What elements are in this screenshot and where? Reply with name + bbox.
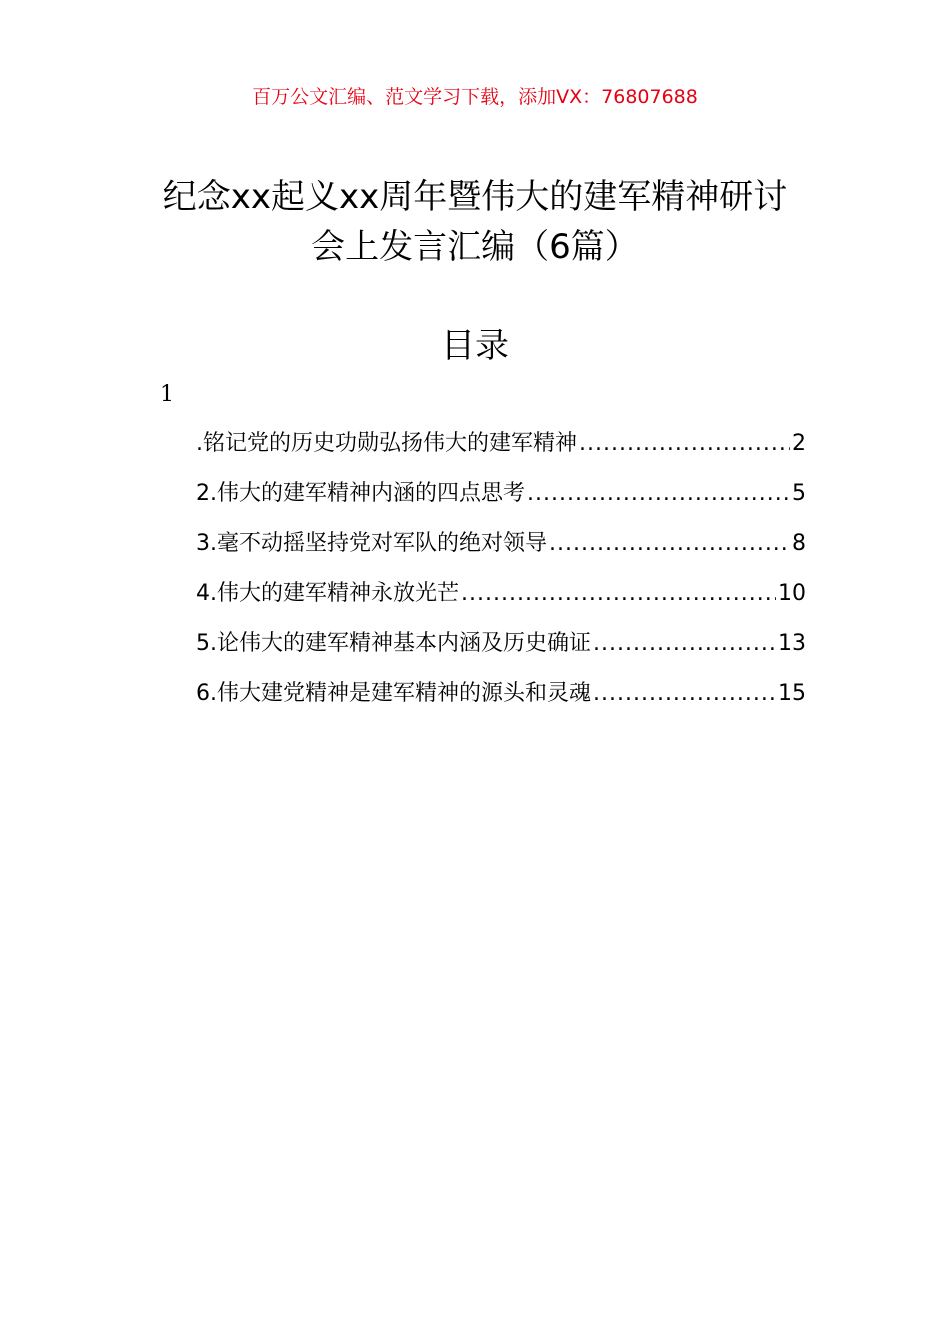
toc-item-label: 6.伟大建党精神是建军精神的源头和灵魂 [196,681,591,706]
toc-item-label: 4.伟大的建军精神永放光芒 [196,581,459,606]
toc-stray-number: 1 [160,382,174,407]
toc-item[interactable] [196,426,806,476]
header-note: 百万公文汇编、范文学习下载，添加VX：76807688 [252,86,698,108]
toc-item-page: 13 [778,631,806,656]
toc-dot-leader [593,626,776,662]
document-title-line-1: 纪念xx起义xx周年暨伟大的建军精神研讨 [162,177,788,217]
toc-item[interactable] [196,476,806,526]
toc-dot-leader [579,426,790,462]
toc-item-page: 8 [792,531,806,556]
document-title-line-2: 会上发言汇编（6篇） [311,227,639,267]
toc-item[interactable] [196,576,806,626]
toc-item-page: 5 [792,481,806,506]
toc-item-page: 15 [778,681,806,706]
toc-item[interactable] [196,626,806,676]
toc-item[interactable] [196,676,806,726]
toc-dot-leader [593,676,776,712]
toc-dot-leader [461,576,776,612]
toc-list [196,426,806,726]
toc-item-label: 2.伟大的建军精神内涵的四点思考 [196,481,525,506]
toc-item-label: .铭记党的历史功勋弘扬伟大的建军精神 [196,431,577,456]
toc-dot-leader [549,526,790,562]
toc-heading: 目录 [441,326,509,366]
document-title [120,172,830,272]
toc-item-page: 10 [778,581,806,606]
toc-item-label: 5.论伟大的建军精神基本内涵及历史确证 [196,631,591,656]
toc-dot-leader [527,476,790,512]
toc-item[interactable] [196,526,806,576]
toc-item-label: 3.毫不动摇坚持党对军队的绝对领导 [196,531,547,556]
toc-item-page: 2 [792,431,806,456]
